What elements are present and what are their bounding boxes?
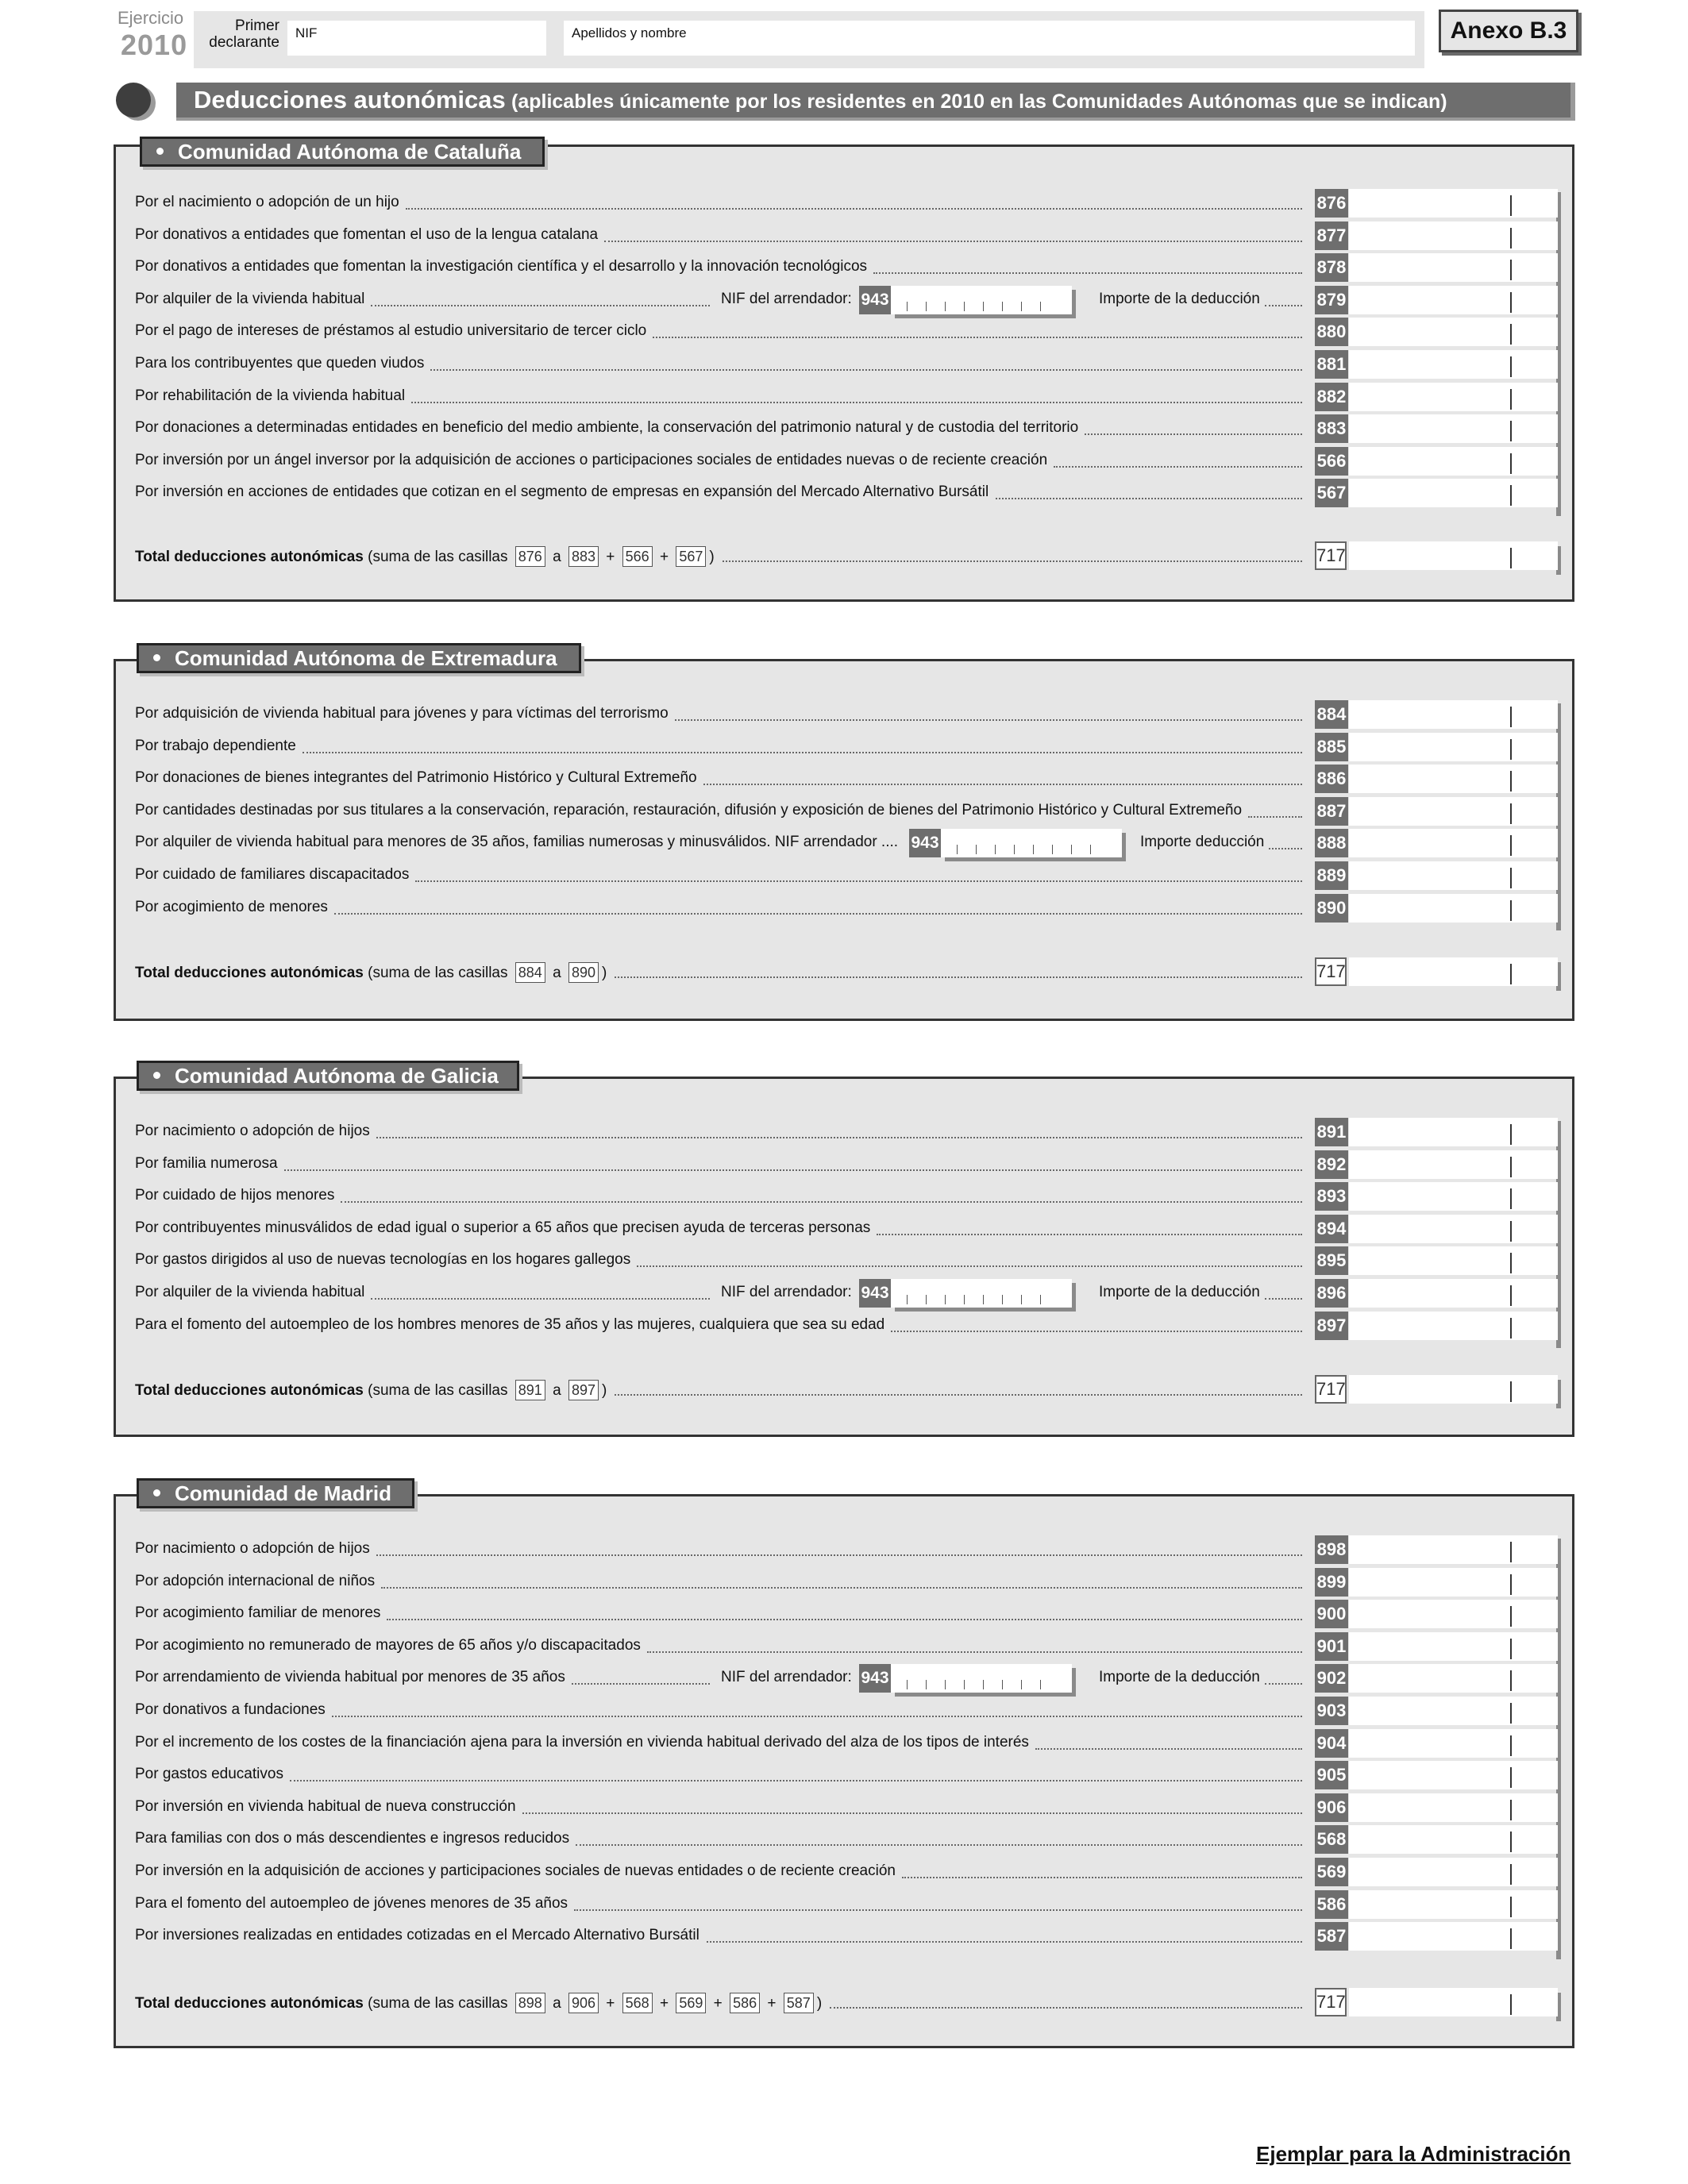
dotted-leader (653, 337, 1302, 338)
cents-field[interactable] (1512, 700, 1558, 729)
amount-input-894[interactable] (1349, 1215, 1512, 1243)
cents-field[interactable] (1512, 541, 1558, 570)
cents-field[interactable] (1512, 1600, 1558, 1628)
dotted-leader (902, 1877, 1302, 1878)
cents-field[interactable] (1512, 733, 1558, 761)
amount-input-900[interactable] (1349, 1600, 1512, 1628)
casilla-ref-box: 876 (515, 546, 545, 567)
deduction-label-899: Por adopción internacional de niños (135, 1573, 376, 1589)
casilla-ref-box: 890 (568, 962, 599, 983)
deduction-label-893: Por cuidado de hijos menores (135, 1187, 335, 1204)
casilla-code-901: 901 (1315, 1632, 1348, 1661)
nif-code-943: 943 (859, 1279, 891, 1308)
dotted-leader (376, 1554, 1302, 1556)
casilla-ref-box: 884 (515, 962, 545, 983)
bullet-icon (153, 654, 160, 661)
cents-field[interactable] (1512, 1118, 1558, 1146)
amount-input-889[interactable] (1349, 861, 1512, 890)
amount-input-568[interactable] (1349, 1825, 1512, 1854)
cents-field[interactable] (1512, 1632, 1558, 1661)
dotted-leader (873, 272, 1302, 274)
cents-field[interactable] (1512, 1664, 1558, 1693)
dotted-leader (891, 1331, 1302, 1332)
deduction-label-568: Para familias con dos o más descendientes e ingresos reducidos (135, 1830, 570, 1847)
deduction-label-569: Por inversión en la adquisición de acciones y participaciones sociales de nuevas entidades o de reciente creación (135, 1862, 896, 1879)
dotted-leader (1035, 1748, 1302, 1750)
total-amount-input-extremadura[interactable] (1349, 957, 1512, 986)
cents-field[interactable] (1512, 1215, 1558, 1243)
amount-input-886[interactable] (1349, 765, 1512, 793)
bullet-icon (153, 1072, 160, 1079)
cents-field[interactable] (1512, 1793, 1558, 1822)
cents-field[interactable] (1512, 1858, 1558, 1886)
bullet-icon (153, 1489, 160, 1496)
amount-input-887[interactable] (1349, 797, 1512, 826)
dotted-leader (341, 1201, 1302, 1203)
casilla-code-889: 889 (1315, 861, 1348, 890)
title-sub: (aplicables únicamente por los residentes en 2010 en las Comunidades Autónomas que se indican) (511, 91, 1447, 113)
casilla-code-879: 879 (1315, 286, 1348, 314)
casilla-code-567: 567 (1315, 479, 1348, 507)
casilla-code-897: 897 (1315, 1312, 1348, 1340)
casilla-code-877: 877 (1315, 221, 1348, 250)
cents-field[interactable] (1512, 189, 1558, 218)
importe-deduccion-label: Importe deducción (1140, 834, 1265, 850)
casilla-code-586: 586 (1315, 1890, 1348, 1919)
amount-input-882[interactable] (1349, 383, 1512, 411)
cents-field[interactable] (1512, 1246, 1558, 1275)
dotted-leader (411, 402, 1302, 403)
deduction-label-566: Por inversión por un ángel inversor por la adquisición de acciones o participaciones sociales de entidades nuevas o de reciente creación (135, 452, 1048, 468)
cents-field[interactable] (1512, 1729, 1558, 1758)
dotted-leader (406, 208, 1302, 210)
amount-input-885[interactable] (1349, 733, 1512, 761)
cents-field[interactable] (1512, 797, 1558, 826)
nombre-field-label: Apellidos y nombre (572, 25, 687, 40)
cents-field[interactable] (1512, 829, 1558, 857)
casilla-code-890: 890 (1315, 894, 1348, 923)
casilla-code-878: 878 (1315, 253, 1348, 282)
importe-deduccion-label: Importe de la deducción (1099, 1669, 1260, 1685)
cents-field[interactable] (1512, 1279, 1558, 1308)
title-bullet-icon (116, 83, 151, 117)
nif-ticks (957, 845, 1106, 854)
deduction-label-902: Por arrendamiento de vivienda habitual por menores de 35 años (135, 1669, 565, 1685)
cents-field[interactable] (1512, 1825, 1558, 1854)
deduction-label-901: Por acogimiento no remunerado de mayores de 65 años y/o discapacitados (135, 1637, 641, 1654)
deduction-label-889: Por cuidado de familiares discapacitados (135, 866, 410, 883)
casilla-ref-box: 883 (568, 546, 599, 567)
deduction-label-879: Por alquiler de la vivienda habitual (135, 291, 365, 307)
casilla-code-892: 892 (1315, 1150, 1348, 1179)
nif-code-943: 943 (859, 1664, 891, 1693)
cents-field[interactable] (1512, 1988, 1558, 2016)
ejercicio-year: 2010 (121, 29, 188, 61)
deduction-label-890: Por acogimiento de menores (135, 899, 328, 915)
amount-input-905[interactable] (1349, 1761, 1512, 1789)
section-heading-extremadura: Comunidad Autónoma de Extremadura (137, 643, 581, 673)
total-amount-input-madrid[interactable] (1349, 1988, 1512, 2016)
dotted-leader (332, 1716, 1302, 1717)
dotted-leader (1265, 1683, 1302, 1685)
deduction-label-895: Por gastos dirigidos al uso de nuevas tecnologías en los hogares gallegos (135, 1251, 631, 1268)
total-code-717: 717 (1315, 1375, 1347, 1404)
casilla-code-900: 900 (1315, 1600, 1348, 1628)
cents-field[interactable] (1512, 1568, 1558, 1597)
deduction-label-877: Por donativos a entidades que fomentan el uso de la lengua catalana (135, 226, 599, 243)
amount-input-587[interactable] (1349, 1922, 1512, 1951)
amount-input-895[interactable] (1349, 1246, 1512, 1275)
deduction-label-897: Para el fomento del autoempleo de los hombres menores de 35 años y las mujeres, cualquiera que sea su edad (135, 1316, 885, 1333)
amount-input-898[interactable] (1349, 1535, 1512, 1564)
cents-field[interactable] (1512, 1182, 1558, 1211)
casilla-ref-box: 898 (515, 1993, 545, 2013)
section-heading-galicia: Comunidad Autónoma de Galicia (137, 1061, 519, 1091)
cents-field[interactable] (1512, 1697, 1558, 1725)
deduction-label-904: Por el incremento de los costes de la financiación ajena para la inversión en vivienda habitual derivado del alza de los tipos de interés (135, 1734, 1029, 1751)
nif-code-943: 943 (859, 286, 891, 314)
casilla-code-880: 880 (1315, 318, 1348, 346)
dotted-leader (830, 2007, 1302, 2009)
casilla-code-891: 891 (1315, 1118, 1348, 1146)
amount-input-906[interactable] (1349, 1793, 1512, 1822)
casilla-code-903: 903 (1315, 1697, 1348, 1725)
amount-input-897[interactable] (1349, 1312, 1512, 1340)
dotted-leader (615, 1394, 1302, 1396)
dotted-leader (615, 976, 1302, 978)
nif-arrendador-input[interactable] (891, 1279, 1072, 1308)
dotted-leader (371, 1298, 710, 1300)
nif-ticks (907, 1295, 1056, 1304)
casilla-code-876: 876 (1315, 189, 1348, 218)
cents-field[interactable] (1512, 1375, 1558, 1404)
dotted-leader (522, 1812, 1302, 1814)
primer-declarante-label: Primer declarante (209, 17, 279, 51)
deduction-label-888: Por alquiler de vivienda habitual para menores de 35 años, familias numerosas y minusválidos. NIF arrendador .... (135, 834, 899, 850)
dotted-leader (647, 1651, 1302, 1653)
dotted-leader (1269, 848, 1302, 849)
dotted-leader (1248, 816, 1302, 818)
casilla-code-883: 883 (1315, 414, 1348, 443)
dotted-leader (703, 784, 1302, 785)
cents-field[interactable] (1512, 350, 1558, 379)
deduction-label-892: Por familia numerosa (135, 1155, 278, 1172)
total-label-galicia: Total deducciones autonómicas (suma de las casillas 891 a 897 ) (135, 1380, 607, 1400)
cents-field[interactable] (1512, 1312, 1558, 1340)
casilla-code-566: 566 (1315, 447, 1348, 476)
deduction-label-900: Por acogimiento familiar de menores (135, 1604, 381, 1621)
amount-input-896[interactable] (1349, 1279, 1512, 1308)
amount-input-904[interactable] (1349, 1729, 1512, 1758)
nif-field-label: NIF (295, 25, 318, 40)
total-code-717: 717 (1315, 957, 1347, 986)
amount-input-884[interactable] (1349, 700, 1512, 729)
amount-input-880[interactable] (1349, 318, 1512, 346)
total-code-717: 717 (1315, 541, 1347, 570)
dotted-leader (637, 1265, 1302, 1267)
dotted-leader (572, 1683, 710, 1685)
total-title: Total deducciones autonómicas (135, 1995, 364, 2012)
total-label-madrid: Total deducciones autonómicas (suma de las casillas 898 a 906 + 568 + 569 + 586 + 587 ) (135, 1993, 822, 2013)
deduction-label-891: Por nacimiento o adopción de hijos (135, 1123, 370, 1139)
dotted-leader (415, 880, 1302, 882)
nif-arrendador-label: NIF del arrendador: (721, 1669, 852, 1685)
cents-field[interactable] (1512, 253, 1558, 282)
deduction-label-905: Por gastos educativos (135, 1766, 283, 1782)
deduction-label-887: Por cantidades destinadas por sus titulares a la conservación, reparación, restauración, difusión y exposición de bienes del Patrimonio Histórico y Cultural Extremeño (135, 802, 1243, 819)
cents-field[interactable] (1512, 765, 1558, 793)
dotted-leader (604, 241, 1302, 242)
casilla-code-888: 888 (1315, 829, 1348, 857)
amount-input-879[interactable] (1349, 286, 1512, 314)
nif-arrendador-input[interactable] (941, 829, 1122, 857)
casilla-code-569: 569 (1315, 1858, 1348, 1886)
section-heading-cataluna: Comunidad Autónoma de Cataluña (140, 137, 545, 167)
dotted-leader (576, 1844, 1302, 1846)
casilla-ref-box: 586 (730, 1993, 760, 2013)
title-main: Deducciones autonómicas (194, 86, 506, 114)
deduction-label-881: Para los contribuyentes que queden viudos (135, 355, 425, 372)
cents-field[interactable] (1512, 1150, 1558, 1179)
amount-input-891[interactable] (1349, 1118, 1512, 1146)
total-title: Total deducciones autonómicas (135, 965, 364, 981)
nif-arrendador-label: NIF del arrendador: (721, 1284, 852, 1300)
cents-field[interactable] (1512, 1535, 1558, 1564)
casilla-code-895: 895 (1315, 1246, 1348, 1275)
bullet-icon (156, 148, 164, 155)
casilla-code-893: 893 (1315, 1182, 1348, 1211)
anexo-badge: Anexo B.3 (1439, 10, 1578, 52)
casilla-code-906: 906 (1315, 1793, 1348, 1822)
dotted-leader (290, 1780, 1302, 1781)
amount-input-569[interactable] (1349, 1858, 1512, 1886)
cents-field[interactable] (1512, 447, 1558, 476)
casilla-code-899: 899 (1315, 1568, 1348, 1597)
casilla-code-885: 885 (1315, 733, 1348, 761)
casilla-ref-box: 568 (622, 1993, 653, 2013)
nif-ticks (907, 302, 1056, 311)
amount-input-567[interactable] (1349, 479, 1512, 507)
nif-arrendador-input[interactable] (891, 286, 1072, 314)
importe-deduccion-label: Importe de la deducción (1099, 291, 1260, 307)
cents-field[interactable] (1512, 1761, 1558, 1789)
casilla-code-881: 881 (1315, 350, 1348, 379)
amount-input-881[interactable] (1349, 350, 1512, 379)
dotted-leader (371, 305, 710, 306)
deduction-label-885: Por trabajo dependiente (135, 738, 296, 754)
importe-deduccion-label: Importe de la deducción (1099, 1284, 1260, 1300)
dotted-leader (1265, 305, 1302, 306)
casilla-code-896: 896 (1315, 1279, 1348, 1308)
total-label-extremadura: Total deducciones autonómicas (suma de las casillas 884 a 890 ) (135, 962, 607, 983)
ejercicio-label: Ejercicio (118, 8, 184, 28)
deduction-label-898: Por nacimiento o adopción de hijos (135, 1540, 370, 1557)
casilla-ref-box: 587 (784, 1993, 814, 2013)
dotted-leader (707, 1941, 1302, 1943)
casilla-code-905: 905 (1315, 1761, 1348, 1789)
cents-field[interactable] (1512, 957, 1558, 986)
deduction-label-906: Por inversión en vivienda habitual de nueva construcción (135, 1798, 516, 1815)
casilla-ref-box: 566 (622, 546, 653, 567)
dotted-leader (996, 498, 1302, 499)
deduction-label-878: Por donativos a entidades que fomentan la investigación científica y el desarrollo y la innovación tecnológicos (135, 258, 868, 275)
amount-input-901[interactable] (1349, 1632, 1512, 1661)
cents-field[interactable] (1512, 318, 1558, 346)
deduction-label-876: Por el nacimiento o adopción de un hijo (135, 194, 399, 210)
deduction-label-586: Para el fomento del autoempleo de jóvenes menores de 35 años (135, 1895, 568, 1912)
nif-code-943: 943 (909, 829, 941, 857)
dotted-leader (877, 1234, 1302, 1235)
casilla-code-568: 568 (1315, 1825, 1348, 1854)
deduction-label-886: Por donaciones de bienes integrantes del Patrimonio Histórico y Cultural Extremeño (135, 769, 697, 786)
dotted-leader (1054, 466, 1302, 468)
casilla-code-886: 886 (1315, 765, 1348, 793)
casilla-code-887: 887 (1315, 797, 1348, 826)
dotted-leader (430, 369, 1302, 371)
nif-arrendador-label: NIF del arrendador: (721, 291, 852, 307)
casilla-ref-box: 891 (515, 1380, 545, 1400)
amount-input-902[interactable] (1349, 1664, 1512, 1693)
casilla-ref-box: 569 (676, 1993, 706, 2013)
cents-field[interactable] (1512, 1890, 1558, 1919)
cents-field[interactable] (1512, 479, 1558, 507)
casilla-code-587: 587 (1315, 1922, 1348, 1951)
title-bar (176, 83, 1575, 121)
section-heading-madrid: Comunidad de Madrid (137, 1478, 414, 1508)
deduction-label-882: Por rehabilitación de la vivienda habitual (135, 387, 406, 404)
casilla-code-898: 898 (1315, 1535, 1348, 1564)
dotted-leader (387, 1619, 1302, 1620)
total-title: Total deducciones autonómicas (135, 549, 364, 565)
dotted-leader (376, 1137, 1302, 1138)
deduction-label-883: Por donaciones a determinadas entidades en beneficio del medio ambiente, la conservación del patrimonio natural y de custodia del territorio (135, 419, 1079, 436)
cents-field[interactable] (1512, 894, 1558, 923)
cents-field[interactable] (1512, 286, 1558, 314)
casilla-code-894: 894 (1315, 1215, 1348, 1243)
cents-field[interactable] (1512, 221, 1558, 250)
total-title: Total deducciones autonómicas (135, 1382, 364, 1399)
footer-ejemplar: Ejemplar para la Administración (1256, 2142, 1571, 2166)
cents-field[interactable] (1512, 383, 1558, 411)
nif-field[interactable] (287, 21, 546, 56)
amount-input-883[interactable] (1349, 414, 1512, 443)
dotted-leader (284, 1169, 1302, 1171)
total-amount-input-galicia[interactable] (1349, 1375, 1512, 1404)
deduction-label-903: Por donativos a fundaciones (135, 1701, 326, 1718)
amount-input-877[interactable] (1349, 221, 1512, 250)
casilla-ref-box: 567 (676, 546, 706, 567)
amount-input-878[interactable] (1349, 253, 1512, 282)
amount-input-888[interactable] (1349, 829, 1512, 857)
amount-input-892[interactable] (1349, 1150, 1512, 1179)
dotted-leader (381, 1587, 1302, 1589)
casilla-code-904: 904 (1315, 1729, 1348, 1758)
dotted-leader (675, 719, 1302, 721)
casilla-ref-box: 897 (568, 1380, 599, 1400)
dotted-leader (723, 560, 1302, 562)
nif-ticks (907, 1680, 1056, 1689)
total-label-cataluna: Total deducciones autonómicas (suma de las casillas 876 a 883 + 566 + 567 ) (135, 546, 715, 567)
deduction-label-880: Por el pago de intereses de préstamos al estudio universitario de tercer ciclo (135, 322, 647, 339)
cents-field[interactable] (1512, 414, 1558, 443)
casilla-code-902: 902 (1315, 1664, 1348, 1693)
total-code-717: 717 (1315, 1988, 1347, 2016)
total-amount-input-cataluna[interactable] (1349, 541, 1512, 570)
deduction-label-884: Por adquisición de vivienda habitual para jóvenes y para víctimas del terrorismo (135, 705, 669, 722)
nombre-field[interactable] (564, 21, 1415, 56)
dotted-leader (303, 752, 1302, 753)
dotted-leader (1265, 1298, 1302, 1300)
deduction-label-567: Por inversión en acciones de entidades que cotizan en el segmento de empresas en expansión del Mercado Alternativo Bursátil (135, 483, 989, 500)
amount-input-876[interactable] (1349, 189, 1512, 218)
dotted-leader (334, 913, 1302, 915)
cents-field[interactable] (1512, 1922, 1558, 1951)
amount-input-903[interactable] (1349, 1697, 1512, 1725)
amount-input-566[interactable] (1349, 447, 1512, 476)
cents-field[interactable] (1512, 861, 1558, 890)
casilla-code-882: 882 (1315, 383, 1348, 411)
casilla-ref-box: 906 (568, 1993, 599, 2013)
deduction-label-896: Por alquiler de la vivienda habitual (135, 1284, 365, 1300)
dotted-leader (574, 1909, 1302, 1911)
amount-input-899[interactable] (1349, 1568, 1512, 1597)
nif-arrendador-input[interactable] (891, 1664, 1072, 1693)
casilla-code-884: 884 (1315, 700, 1348, 729)
deduction-label-587: Por inversiones realizadas en entidades cotizadas en el Mercado Alternativo Bursátil (135, 1927, 699, 1943)
dotted-leader (1085, 433, 1302, 435)
amount-input-890[interactable] (1349, 894, 1512, 923)
amount-input-893[interactable] (1349, 1182, 1512, 1211)
deduction-label-894: Por contribuyentes minusválidos de edad igual o superior a 65 años que precisen ayuda de terceras personas (135, 1219, 871, 1236)
amount-input-586[interactable] (1349, 1890, 1512, 1919)
